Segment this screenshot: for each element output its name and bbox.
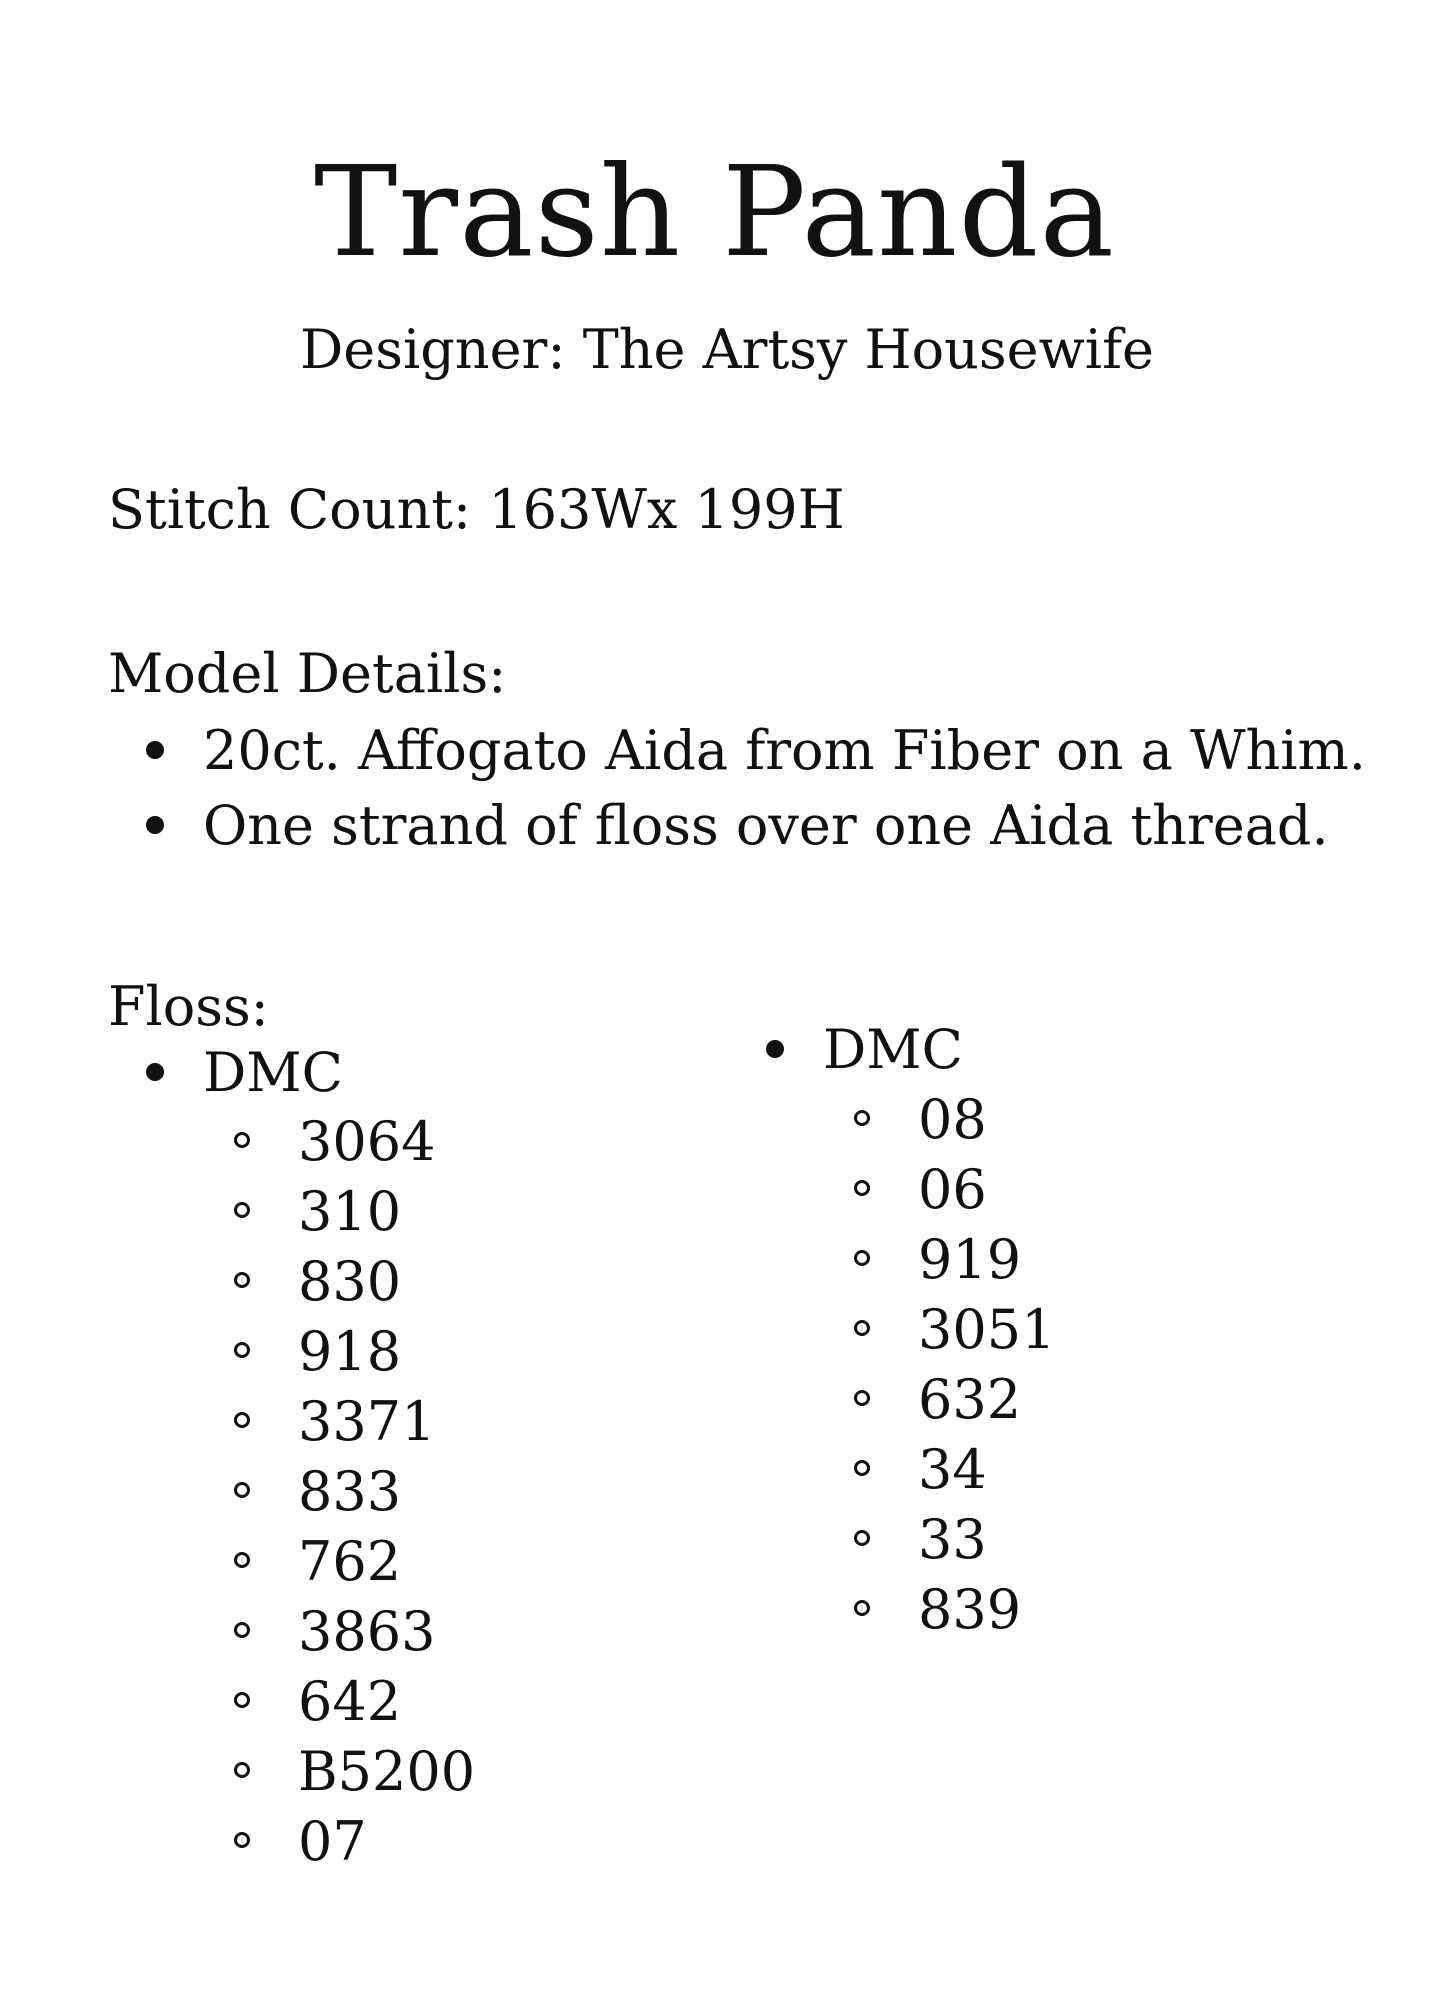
floss-code: 833	[298, 1460, 402, 1523]
circle-bullet-icon	[854, 1600, 870, 1616]
circle-bullet-icon	[234, 1272, 250, 1288]
circle-bullet-icon	[234, 1482, 250, 1498]
page-title: Trash Panda	[313, 140, 1116, 285]
floss-codes-left	[203, 1107, 475, 1877]
list-item	[203, 1527, 475, 1597]
model-detail-text: 20ct. Affogato Aida from Fiber on a Whim.	[203, 719, 1366, 782]
circle-bullet-icon	[234, 1692, 250, 1708]
circle-bullet-icon	[234, 1342, 250, 1358]
circle-bullet-icon	[234, 1202, 250, 1218]
circle-bullet-icon	[854, 1250, 870, 1266]
floss-code: 3051	[918, 1298, 1056, 1361]
list-item	[823, 1155, 1055, 1225]
list-item	[203, 1177, 475, 1247]
floss-code: 632	[918, 1368, 1022, 1431]
floss-code: 34	[918, 1438, 987, 1501]
floss-brand-right	[728, 1012, 963, 1087]
list-item	[823, 1575, 1055, 1645]
list-item	[203, 1737, 475, 1807]
floss-code: 3863	[298, 1600, 436, 1663]
circle-bullet-icon	[854, 1390, 870, 1406]
list-item	[108, 788, 1366, 863]
stitch-count-label: Stitch Count:	[108, 478, 472, 541]
brand-label: DMC	[203, 1041, 343, 1104]
floss-code: 642	[298, 1670, 402, 1733]
stitch-count-value: 163Wx 199H	[488, 478, 845, 541]
list-item	[203, 1107, 475, 1177]
floss-codes-right	[823, 1085, 1055, 1645]
brand-label: DMC	[823, 1018, 963, 1081]
list-item	[823, 1365, 1055, 1435]
floss-code: 918	[298, 1320, 402, 1383]
list-item	[203, 1597, 475, 1667]
model-details-list	[108, 713, 1366, 863]
bullet-icon	[146, 741, 164, 759]
circle-bullet-icon	[854, 1110, 870, 1126]
bullet-icon	[766, 1040, 784, 1058]
floss-code: 06	[918, 1158, 987, 1221]
list-item	[203, 1247, 475, 1317]
designer-name: The Artsy Housewife	[582, 318, 1155, 381]
floss-code: 839	[918, 1578, 1022, 1641]
list-item	[203, 1807, 475, 1877]
floss-code: 08	[918, 1088, 987, 1151]
floss-code: B5200	[298, 1740, 476, 1803]
designer-label: Designer:	[300, 318, 566, 381]
circle-bullet-icon	[234, 1412, 250, 1428]
floss-code: 33	[918, 1508, 987, 1571]
circle-bullet-icon	[234, 1552, 250, 1568]
list-item	[823, 1505, 1055, 1575]
list-item	[823, 1225, 1055, 1295]
model-details-heading: Model Details:	[108, 642, 507, 705]
circle-bullet-icon	[234, 1762, 250, 1778]
floss-heading: Floss:	[108, 975, 269, 1038]
floss-code: 07	[298, 1810, 367, 1873]
floss-code: 3064	[298, 1110, 436, 1173]
floss-code: 3371	[298, 1390, 436, 1453]
floss-code: 919	[918, 1228, 1022, 1291]
circle-bullet-icon	[234, 1622, 250, 1638]
bullet-icon	[146, 1063, 164, 1081]
bullet-icon	[146, 816, 164, 834]
floss-code: 830	[298, 1250, 402, 1313]
list-item	[823, 1085, 1055, 1155]
circle-bullet-icon	[854, 1180, 870, 1196]
list-item	[203, 1387, 475, 1457]
list-item	[823, 1295, 1055, 1365]
circle-bullet-icon	[854, 1320, 870, 1336]
list-item	[823, 1435, 1055, 1505]
list-item	[203, 1317, 475, 1387]
stitch-count	[108, 478, 845, 543]
list-item	[108, 713, 1366, 788]
floss-code: 762	[298, 1530, 402, 1593]
model-detail-text: One strand of floss over one Aida thread.	[203, 794, 1329, 857]
designer-line	[300, 318, 1154, 383]
circle-bullet-icon	[234, 1132, 250, 1148]
list-item	[203, 1457, 475, 1527]
circle-bullet-icon	[234, 1832, 250, 1848]
circle-bullet-icon	[854, 1530, 870, 1546]
list-item	[203, 1667, 475, 1737]
floss-brand-left	[108, 1035, 343, 1110]
floss-code: 310	[298, 1180, 402, 1243]
circle-bullet-icon	[854, 1460, 870, 1476]
